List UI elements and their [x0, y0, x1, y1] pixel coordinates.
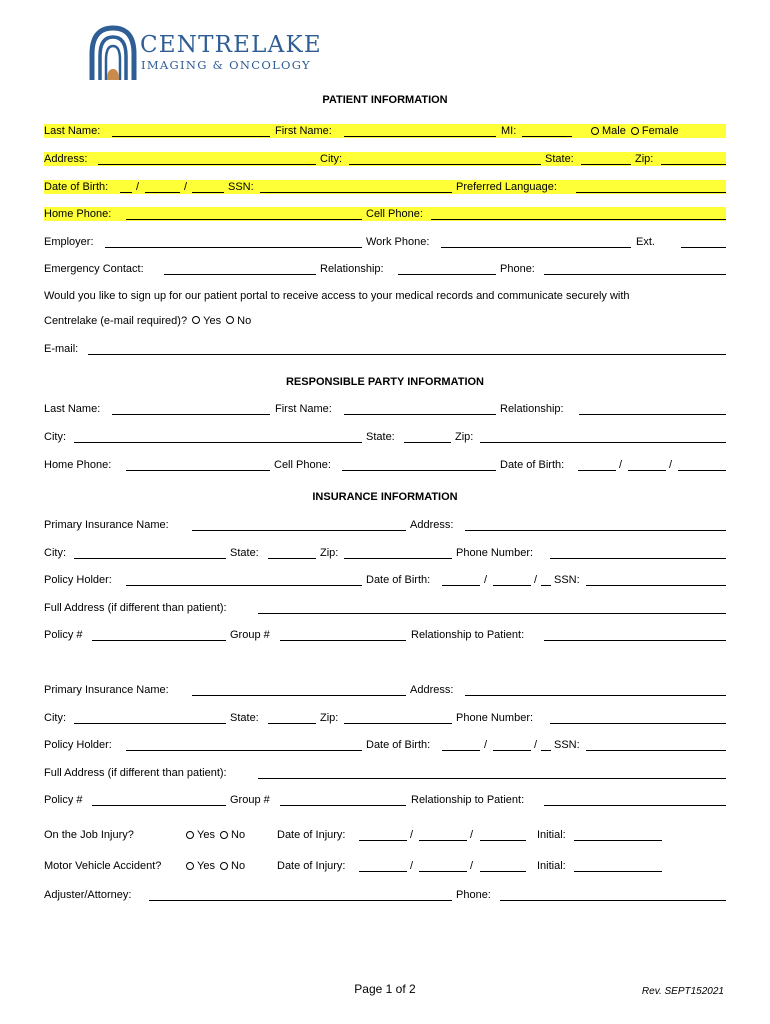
ins1-group-num-label: Group # [230, 629, 270, 641]
city-label: City: [320, 153, 342, 165]
job-injury-date-year-field[interactable] [480, 840, 526, 841]
ins1-group-num-field[interactable] [280, 640, 406, 641]
zip-field[interactable] [661, 164, 726, 165]
adjuster-field[interactable] [149, 900, 452, 901]
rp-home-phone-field[interactable] [126, 470, 270, 471]
cell-phone-field[interactable] [431, 219, 726, 220]
ins1-phone-number-field[interactable] [550, 558, 726, 559]
ins1-zip-label: Zip: [320, 547, 339, 559]
patient-dob-row [44, 180, 726, 194]
dob-day-field[interactable] [145, 192, 180, 193]
preferred-language-label: Preferred Language: [456, 181, 557, 193]
motor-vehicle-no-radio[interactable] [220, 862, 228, 870]
motor-vehicle-date-label: Date of Injury: [277, 860, 346, 872]
ins2-address-label: Address: [410, 684, 454, 696]
male-label: Male [602, 125, 626, 137]
ins1-holder-row [44, 573, 726, 587]
dob-slash-2: / [184, 181, 188, 193]
motor-vehicle-row [44, 859, 726, 873]
ins1-state-label: State: [230, 547, 259, 559]
ins1-name-row [44, 518, 726, 532]
patient-phone-row [44, 207, 726, 221]
rp-dob-label: Date of Birth: [500, 459, 565, 471]
motor-vehicle-date-year-field[interactable] [480, 871, 526, 872]
motor-vehicle-initial-field[interactable] [574, 871, 662, 872]
mi-label: MI: [501, 125, 517, 137]
ins1-state-field[interactable] [268, 558, 316, 559]
rp-last-name-label: Last Name: [44, 403, 101, 415]
ins1-primary-name-field[interactable] [192, 530, 406, 531]
ins2-city-label: City: [44, 712, 66, 724]
ins2-dob-year-field[interactable] [541, 750, 551, 751]
address-label: Address: [44, 153, 88, 165]
page-number: Page 1 of 2 [354, 982, 416, 996]
adjuster-label: Adjuster/Attorney: [44, 889, 132, 901]
emergency-contact-field[interactable] [164, 274, 316, 275]
employer-row [44, 235, 726, 249]
mi-field[interactable] [522, 136, 572, 137]
male-radio[interactable] [591, 127, 599, 135]
rp-dob-slash-1: / [619, 459, 623, 471]
ssn-label: SSN: [228, 181, 254, 193]
preferred-language-field[interactable] [576, 192, 726, 193]
ins2-state-field[interactable] [268, 723, 316, 724]
ext-field[interactable] [681, 247, 726, 248]
ins1-city-label: City: [44, 547, 66, 559]
gender-options [589, 124, 679, 138]
ins1-address-label: Address: [410, 519, 454, 531]
job-injury-date-month-field[interactable] [359, 840, 407, 841]
ins2-city-field[interactable] [74, 723, 226, 724]
emergency-phone-label: Phone: [500, 263, 535, 275]
ins1-dob-year-field[interactable] [541, 585, 551, 586]
insurance-heading: INSURANCE INFORMATION [312, 491, 458, 503]
job-injury-initial-field[interactable] [574, 840, 662, 841]
rp-relationship-label: Relationship: [500, 403, 564, 415]
ins1-city-row [44, 546, 726, 560]
job-injury-yes-label: Yes [197, 829, 215, 841]
ins2-name-row [44, 683, 726, 697]
work-phone-field[interactable] [441, 247, 631, 248]
address-field[interactable] [98, 164, 316, 165]
emergency-contact-row [44, 262, 726, 276]
responsible-party-heading: RESPONSIBLE PARTY INFORMATION [285, 376, 484, 388]
email-field[interactable] [88, 354, 726, 355]
ins1-ssn-field[interactable] [586, 585, 726, 586]
ins1-policy-num-field[interactable] [92, 640, 226, 641]
ins1-zip-field[interactable] [344, 558, 452, 559]
job-injury-options [184, 828, 245, 842]
first-name-label: First Name: [275, 125, 332, 137]
state-field[interactable] [581, 164, 631, 165]
home-phone-field[interactable] [126, 219, 362, 220]
city-field[interactable] [349, 164, 541, 165]
motor-vehicle-options [184, 859, 245, 873]
ins1-dob-label: Date of Birth: [366, 574, 431, 586]
ins1-ssn-label: SSN: [554, 574, 580, 586]
ins2-ssn-label: SSN: [554, 739, 580, 751]
relationship-field[interactable] [398, 274, 496, 275]
rp-state-field[interactable] [404, 442, 451, 443]
job-injury-no-radio[interactable] [220, 831, 228, 839]
rp-name-row [44, 402, 726, 416]
ins2-policy-holder-field[interactable] [126, 750, 362, 751]
ins2-group-num-field[interactable] [280, 805, 406, 806]
job-injury-label: On the Job Injury? [44, 829, 134, 841]
portal-question-line1: Would you like to sign up for our patient portal to receive access to your medical records and communicate securely with [44, 290, 630, 302]
rp-first-name-field[interactable] [344, 414, 496, 415]
ins2-ssn-field[interactable] [586, 750, 726, 751]
motor-vehicle-date-day-field[interactable] [419, 871, 467, 872]
job-injury-slash-2: / [470, 829, 474, 841]
portal-no-radio[interactable] [226, 316, 234, 324]
ins1-rel-to-patient-label: Relationship to Patient: [411, 629, 525, 641]
first-name-field[interactable] [344, 136, 496, 137]
dob-year-field[interactable] [192, 192, 224, 193]
ins2-dob-month-field[interactable] [442, 750, 480, 751]
ins2-primary-name-field[interactable] [192, 695, 406, 696]
ins1-policy-holder-label: Policy Holder: [44, 574, 112, 586]
rp-state-label: State: [366, 431, 395, 443]
ins1-full-address-field[interactable] [258, 613, 726, 614]
rp-last-name-field[interactable] [112, 414, 270, 415]
rp-dob-slash-2: / [669, 459, 673, 471]
employer-field[interactable] [105, 247, 362, 248]
cell-phone-label: Cell Phone: [366, 208, 423, 220]
rp-dob-month-field[interactable] [578, 470, 616, 471]
job-injury-date-day-field[interactable] [419, 840, 467, 841]
employer-label: Employer: [44, 236, 94, 248]
ins1-policy-num-label: Policy # [44, 629, 83, 641]
ins2-city-row [44, 711, 726, 725]
ins2-primary-name-label: Primary Insurance Name: [44, 684, 169, 696]
email-row [44, 342, 726, 356]
logo-arch-icon [88, 24, 138, 82]
ins1-primary-name-label: Primary Insurance Name: [44, 519, 169, 531]
emergency-contact-label: Emergency Contact: [44, 263, 144, 275]
relationship-label: Relationship: [320, 263, 384, 275]
ins1-dob-slash-2: / [534, 574, 538, 586]
zip-label: Zip: [635, 153, 654, 165]
motor-vehicle-yes-label: Yes [197, 860, 215, 872]
ins2-full-address-field[interactable] [258, 778, 726, 779]
ins1-policy-row [44, 628, 726, 642]
ins1-dob-month-field[interactable] [442, 585, 480, 586]
motor-vehicle-date-month-field[interactable] [359, 871, 407, 872]
rp-city-label: City: [44, 431, 66, 443]
dob-month-field[interactable] [120, 192, 132, 193]
rp-home-phone-label: Home Phone: [44, 459, 112, 471]
patient-name-row [44, 124, 726, 138]
logo-subtitle: IMAGING & ONCOLOGY [141, 58, 311, 72]
work-phone-label: Work Phone: [366, 236, 430, 248]
ins1-city-field[interactable] [74, 558, 226, 559]
dob-slash-1: / [136, 181, 140, 193]
female-label: Female [641, 125, 679, 137]
motor-vehicle-slash-1: / [410, 860, 414, 872]
rp-relationship-field[interactable] [579, 414, 726, 415]
patient-info-heading: PATIENT INFORMATION [322, 94, 448, 106]
portal-yes-label: Yes [203, 315, 222, 327]
ins2-group-num-label: Group # [230, 794, 270, 806]
patient-address-row [44, 152, 726, 166]
centrelake-logo [88, 24, 328, 84]
adjuster-row [44, 888, 726, 902]
home-phone-label: Home Phone: [44, 208, 112, 220]
ins1-full-address-label: Full Address (if different than patient): [44, 602, 227, 614]
dob-label: Date of Birth: [44, 181, 109, 193]
motor-vehicle-no-label: No [231, 860, 246, 872]
portal-yes-radio[interactable] [192, 316, 200, 324]
ins2-zip-label: Zip: [320, 712, 339, 724]
ins2-dob-slash-2: / [534, 739, 538, 751]
ins1-dob-day-field[interactable] [493, 585, 531, 586]
ins2-policy-num-field[interactable] [92, 805, 226, 806]
job-injury-initial-label: Initial: [537, 829, 566, 841]
ins2-rel-to-patient-field[interactable] [544, 805, 726, 806]
rp-city-row [44, 430, 726, 444]
email-label: E-mail: [44, 343, 79, 355]
ins2-address-field[interactable] [465, 695, 726, 696]
ins1-phone-number-label: Phone Number: [456, 547, 534, 559]
last-name-field[interactable] [112, 136, 270, 137]
ins2-dob-slash-1: / [484, 739, 488, 751]
job-injury-date-label: Date of Injury: [277, 829, 346, 841]
ext-label: Ext. [636, 236, 655, 248]
ins2-dob-day-field[interactable] [493, 750, 531, 751]
portal-question-line2 [44, 314, 251, 328]
motor-vehicle-slash-2: / [470, 860, 474, 872]
revision-code: Rev. SEPT152021 [641, 986, 724, 997]
rp-phone-row [44, 458, 726, 472]
job-injury-slash-1: / [410, 829, 414, 841]
ssn-field[interactable] [260, 192, 452, 193]
ins2-full-address-label: Full Address (if different than patient): [44, 767, 227, 779]
ins2-policy-row [44, 793, 726, 807]
ins1-address-field[interactable] [465, 530, 726, 531]
rp-dob-day-field[interactable] [628, 470, 666, 471]
ins1-rel-to-patient-field[interactable] [544, 640, 726, 641]
logo-wordmark: CENTRELAKE [140, 32, 322, 58]
ins2-full-address-row [44, 766, 726, 780]
ins1-policy-holder-field[interactable] [126, 585, 362, 586]
ins2-policy-num-label: Policy # [44, 794, 83, 806]
ins2-state-label: State: [230, 712, 259, 724]
rp-dob-year-field[interactable] [678, 470, 726, 471]
motor-vehicle-label: Motor Vehicle Accident? [44, 860, 162, 872]
ins2-holder-row [44, 738, 726, 752]
adjuster-phone-field[interactable] [500, 900, 726, 901]
ins2-zip-field[interactable] [344, 723, 452, 724]
rp-city-field[interactable] [74, 442, 362, 443]
ins2-phone-number-label: Phone Number: [456, 712, 534, 724]
portal-no-label: No [237, 315, 252, 327]
ins1-dob-slash-1: / [484, 574, 488, 586]
female-radio[interactable] [631, 127, 639, 135]
ins2-dob-label: Date of Birth: [366, 739, 431, 751]
job-injury-yes-radio[interactable] [186, 831, 194, 839]
rp-zip-field[interactable] [480, 442, 726, 443]
motor-vehicle-yes-radio[interactable] [186, 862, 194, 870]
ins1-full-address-row [44, 601, 726, 615]
portal-question-text: Centrelake (e-mail required)? [44, 315, 188, 327]
last-name-label: Last Name: [44, 125, 101, 137]
rp-first-name-label: First Name: [275, 403, 332, 415]
job-injury-no-label: No [231, 829, 246, 841]
ins2-rel-to-patient-label: Relationship to Patient: [411, 794, 525, 806]
state-label: State: [545, 153, 574, 165]
ins2-policy-holder-label: Policy Holder: [44, 739, 112, 751]
emergency-phone-field[interactable] [544, 274, 726, 275]
rp-cell-phone-label: Cell Phone: [274, 459, 331, 471]
ins2-phone-number-field[interactable] [550, 723, 726, 724]
job-injury-row [44, 828, 726, 842]
rp-zip-label: Zip: [455, 431, 474, 443]
adjuster-phone-label: Phone: [456, 889, 491, 901]
motor-vehicle-initial-label: Initial: [537, 860, 566, 872]
rp-cell-phone-field[interactable] [342, 470, 496, 471]
